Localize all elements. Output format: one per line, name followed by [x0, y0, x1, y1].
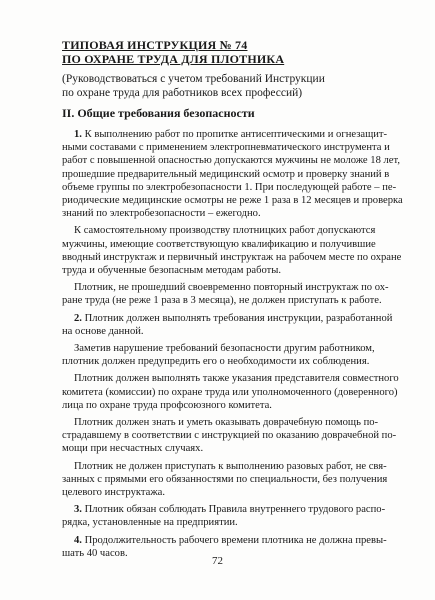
paragraph-line-text: труда и обученные безопасным методам работы.: [62, 265, 282, 277]
paragraph-line: [62, 312, 393, 325]
document-title-line-2: ПО ОХРАНЕ ТРУДА ДЛЯ ПЛОТНИКА: [62, 52, 285, 66]
paragraph-line-text: Плотник должен знать и уметь оказывать доврачебную помощь по-: [74, 417, 379, 429]
paragraph-line: [62, 442, 374, 455]
paragraph-line: [62, 372, 399, 385]
page-number: 72: [212, 555, 223, 567]
paragraph-line: [62, 386, 398, 399]
paragraph-line-text: на основе данной.: [62, 325, 144, 337]
paragraph-line-text: шать 40 часов.: [62, 547, 128, 559]
paragraph-line-text: работ с повышенной опасностью допускаются мужчины не моложе 18 лет,: [62, 155, 400, 167]
paragraph-line-text: плотник должен предупредить его о необходимости их соблюдения.: [62, 356, 370, 368]
paragraph-line-text: Плотник должен выполнять требования инструкции, разработанной: [81, 312, 393, 324]
paragraph-line: [62, 460, 387, 473]
paragraph-line: [62, 355, 374, 368]
paragraph-line: [62, 534, 387, 547]
paragraph-line: [62, 473, 388, 486]
paragraph-line-text: Заметив нарушение требований безопасности другим работником,: [74, 343, 375, 355]
paragraph-number: 2.: [74, 312, 82, 324]
paragraph-line: [62, 264, 374, 277]
paragraph-line-text: комитета (комиссии) по охране труда или уполномоченного (доверенного): [62, 386, 398, 398]
paragraph-line-text: ране труда (не реже 1 раза в 3 месяца), не должен приступать к работе.: [62, 295, 382, 307]
paragraph-line: [62, 516, 374, 529]
paragraph-line: [62, 141, 390, 154]
paragraph-line-text: страдавшему в соответствии с инструкцией по оказанию доврачебной по-: [62, 430, 397, 442]
paragraph: [62, 224, 402, 277]
body-text: [62, 128, 403, 564]
paragraph-line: [62, 486, 374, 499]
paragraph: [62, 312, 393, 338]
paragraph-line-text: рядка, установленные на предприятии.: [62, 517, 238, 529]
paragraph-line-text: прошедшие предварительный медицинский осмотр и проверку знаний в: [62, 168, 390, 180]
paragraph: [62, 281, 389, 307]
paragraph-line: [62, 429, 397, 442]
paragraph-line: [62, 503, 386, 516]
paragraph-line: [62, 416, 379, 429]
document-subtitle-line-2: по охране труда для работников всех профессий): [62, 87, 303, 99]
paragraph-line: [62, 181, 397, 194]
paragraph-line: [62, 224, 374, 237]
paragraph-line: [62, 238, 374, 251]
paragraph-line-text: риодические медицинские осмотры не реже 1 раза в 12 месяцев и проверка: [62, 195, 403, 207]
paragraph-line-text: Плотник, не прошедший своевременно повторный инструктаж по ох-: [74, 282, 389, 294]
paragraph-line: [62, 281, 389, 294]
paragraph-number: 3.: [74, 504, 82, 516]
paragraph: [62, 342, 374, 368]
paragraph-line: [62, 342, 374, 355]
paragraph-line-text: ными составами с применением электропневматического инструмента и: [62, 142, 390, 154]
paragraph-line-text: Плотник не должен приступать к выполнению разовых работ, не свя-: [74, 460, 387, 472]
paragraph-line-text: Плотник должен выполнять также указания представителя совместного: [74, 373, 399, 385]
paragraph-line: [62, 168, 390, 181]
title-block: [62, 38, 402, 100]
document-subtitle-line-1: (Руководствоваться с учетом требований Инструкции: [62, 73, 325, 85]
paragraph-line-text: Плотник обязан соблюдать Правила внутреннего трудового распо-: [81, 504, 386, 516]
paragraph: [62, 460, 388, 500]
paragraph-line-text: К выполнению работ по пропитке антисептическими и огнезащит-: [81, 129, 388, 140]
section-heading: II. Общие требования безопасности: [62, 106, 255, 120]
paragraph-line: [62, 399, 374, 412]
paragraph-line-text: мощи при несчастных случаях.: [62, 443, 204, 455]
paragraph-line: [62, 251, 402, 264]
paragraph-line: [62, 154, 400, 167]
paragraph-number: 4.: [74, 534, 82, 546]
paragraph-line-text: К самостоятельному производству плотницких работ допускаются: [74, 225, 376, 237]
paragraph-line-text: знаний по электробезопасности – ежегодно.: [62, 208, 261, 220]
paragraph: [62, 128, 403, 220]
document-title-line-1: ТИПОВАЯ ИНСТРУКЦИЯ № 74: [62, 38, 248, 52]
paragraph-line: [62, 294, 382, 307]
paragraph: [62, 503, 386, 529]
paragraph-line: [62, 325, 374, 338]
paragraph-line-text: вводный инструктаж и первичный инструктаж на рабочем месте по охране: [62, 251, 402, 263]
paragraph-line-text: мужчины, имеющие соответствующую квалификацию и получившие: [62, 238, 376, 250]
paragraph-number: 1.: [74, 129, 82, 140]
paragraph-line-text: Продолжительность рабочего времени плотника не должна превы-: [81, 534, 387, 546]
paragraph-line-text: лица по охране труда профсоюзного комитета.: [62, 399, 272, 411]
paragraph-line: [62, 194, 403, 207]
paragraph-line: [62, 128, 388, 141]
paragraph: [62, 372, 399, 412]
paragraph: [62, 416, 397, 456]
paragraph-line-text: занных с прямыми его обязанностями по специальности, без получения: [62, 473, 388, 485]
paragraph-line: [62, 207, 374, 220]
paragraph-line-text: целевого инструктажа.: [62, 487, 166, 499]
paragraph-line-text: объеме группы по электробезопасности 1. При последующей работе – пе-: [62, 181, 397, 193]
